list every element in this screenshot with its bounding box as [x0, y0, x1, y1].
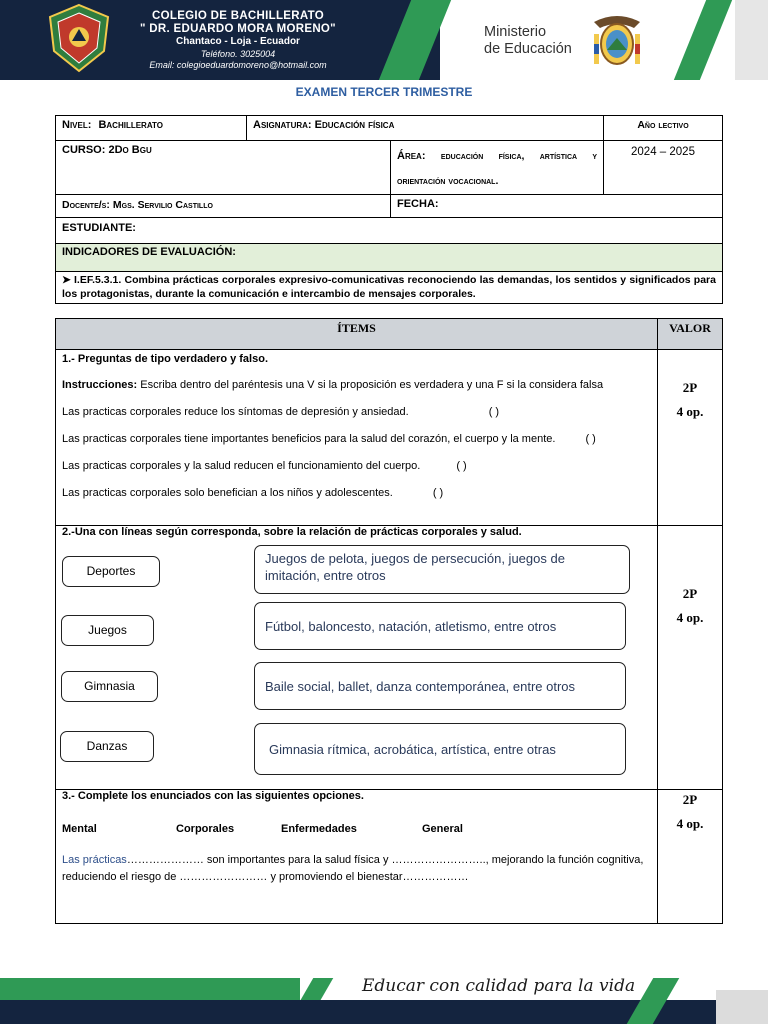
footer-green-band	[0, 978, 300, 1000]
q3-text	[62, 852, 651, 886]
question-1	[56, 350, 658, 526]
match-right-3[interactable]: Baile social, ballet, danza contemporánea, entre otros	[254, 662, 626, 710]
estudiante-cell	[56, 218, 723, 244]
anio-value: 2024 – 2025	[631, 146, 695, 158]
q2-value-cell	[658, 526, 723, 790]
match-left-juegos[interactable]: Juegos	[61, 615, 154, 646]
info-table	[55, 115, 723, 304]
header-green-stripe-right	[674, 0, 732, 80]
docente-cell	[56, 195, 391, 218]
area-cell	[391, 141, 604, 195]
footer-grey-corner	[716, 990, 768, 1024]
q2-value: 2P	[682, 586, 698, 601]
q1-s2-answer[interactable]: ( )	[585, 433, 596, 445]
area-label: Área:	[397, 150, 426, 162]
nivel-cell	[56, 116, 247, 141]
asignatura-value: Educación física	[314, 119, 395, 131]
asignatura-label: Asignatura:	[253, 119, 312, 131]
school-seal-icon	[46, 3, 112, 73]
question-3	[56, 790, 658, 924]
q3-option-1: Mental	[62, 823, 97, 835]
arrow-bullet-icon: ➤	[62, 274, 75, 286]
school-phone: Teléfono. 3025004	[200, 49, 276, 59]
q1-ops: 4 op.	[676, 404, 704, 419]
curso-cell	[56, 141, 391, 195]
q3-title: 3.- Complete los enunciados con las siguientes opciones.	[62, 790, 364, 802]
q1-s4-answer[interactable]: ( )	[432, 487, 444, 499]
q1-statement-4	[62, 487, 651, 499]
school-name-line1: COLEGIO DE BACHILLERATO	[152, 10, 324, 22]
docente-value: Mgs. Servilio Castillo	[112, 199, 213, 211]
area-value: educación física, artística y orientación vocacional.	[397, 150, 597, 187]
header-grey-corner	[735, 0, 768, 80]
anio-value-cell	[604, 141, 723, 195]
fecha-cell	[391, 195, 723, 218]
q1-s1-text: Las practicas corporales reduce los síntomas de depresión y ansiedad.	[62, 406, 409, 418]
footer-motto: Educar con calidad para la vida	[362, 976, 636, 996]
school-location: Chantaco - Loja - Ecuador	[176, 36, 300, 47]
q3-text-rest[interactable]: ………………… son importantes para la salud física y …………………….., mejorando la función cognitiva, reduciendo el riesgo de …………………… y promoviendo el bienestar………………	[62, 854, 644, 883]
q1-instr-label: Instrucciones:	[62, 379, 138, 391]
q1-statement-3	[62, 460, 651, 472]
ministry-line1: Ministerio	[484, 24, 547, 40]
indicator-cell	[56, 272, 723, 304]
items-header: ÍTEMS	[56, 319, 658, 350]
q3-option-3: Enfermedades	[281, 823, 357, 835]
curso-value: 2Do Bgu	[108, 144, 152, 156]
anio-label: Año lectivo	[637, 119, 689, 131]
ministry-name	[484, 24, 572, 58]
q1-s3-text: Las practicas corporales y la salud reducen el funcionamiento del cuerpo.	[62, 460, 421, 472]
exam-title: EXAMEN TERCER TRIMESTRE	[295, 85, 473, 99]
ecuador-crest-icon	[590, 10, 644, 72]
q3-value-cell	[658, 790, 723, 924]
q1-statement-2	[62, 433, 651, 445]
curso-label: CURSO:	[62, 144, 106, 156]
q3-ops: 4 op.	[676, 816, 704, 831]
indicadores-label: INDICADORES DE EVALUACIÓN:	[62, 246, 236, 258]
match-right-1[interactable]: Juegos de pelota, juegos de persecución, juegos de imitación, entre otros	[254, 545, 630, 594]
nivel-value: Bachillerato	[98, 119, 163, 131]
q1-s2-text: Las practicas corporales tiene importantes beneficios para la salud del corazón, el cuerpo y la mente.	[62, 433, 556, 445]
footer-navy-band	[0, 1000, 716, 1024]
q1-instr-text: Escriba dentro del paréntesis una V si la proposición es verdadera y una F si la considera falsa	[137, 379, 604, 391]
indicadores-cell	[56, 244, 723, 272]
q1-value-cell	[658, 350, 723, 526]
match-left-danzas[interactable]: Danzas	[60, 731, 154, 762]
q1-s3-answer[interactable]: ( )	[456, 460, 467, 472]
q1-s4-text: Las practicas corporales solo benefician a los niños y adolescentes.	[62, 487, 393, 499]
docente-label: Docente/s:	[62, 199, 110, 211]
q2-title: 2.-Una con líneas según corresponda, sobre la relación de prácticas corporales y salud.	[62, 526, 522, 538]
q3-option-2: Corporales	[176, 823, 235, 835]
q1-s1-answer[interactable]: ( )	[488, 406, 500, 418]
q1-title: 1.- Preguntas de tipo verdadero y falso.	[62, 353, 268, 365]
q1-value: 2P	[682, 380, 698, 395]
q3-text-start: Las prácticas	[62, 854, 127, 866]
match-right-2[interactable]: Fútbol, baloncesto, natación, atletismo, entre otros	[254, 602, 626, 650]
asignatura-cell	[247, 116, 604, 141]
indicator-text: I.EF.5.3.1. Combina prácticas corporales expresivo-comunicativas reconociendo las demandas, los sentidos y significados para los protagonistas, durante la comunicación e intercambio de mensajes corporales.	[62, 274, 716, 300]
nivel-label: Nivel:	[62, 119, 92, 131]
ministry-line2: de Educación	[484, 41, 572, 57]
anio-label-cell	[604, 116, 723, 141]
q1-statement-1	[62, 406, 651, 418]
q1-instructions	[62, 379, 651, 391]
q3-value: 2P	[682, 792, 698, 807]
valor-header: VALOR	[658, 319, 723, 350]
school-name-line2: " DR. EDUARDO MORA MORENO"	[140, 23, 336, 35]
q3-option-4: General	[422, 823, 463, 835]
estudiante-label: ESTUDIANTE:	[62, 222, 136, 234]
school-email: Email: colegioeduardomoreno@hotmail.com	[149, 60, 327, 70]
q3-options	[62, 802, 651, 835]
match-left-deportes[interactable]: Deportes	[62, 556, 160, 587]
fecha-label: FECHA:	[397, 198, 439, 210]
q2-ops: 4 op.	[676, 610, 704, 625]
match-left-gimnasia[interactable]: Gimnasia	[61, 671, 158, 702]
match-right-4[interactable]: Gimnasia rítmica, acrobática, artística, entre otras	[254, 723, 626, 775]
